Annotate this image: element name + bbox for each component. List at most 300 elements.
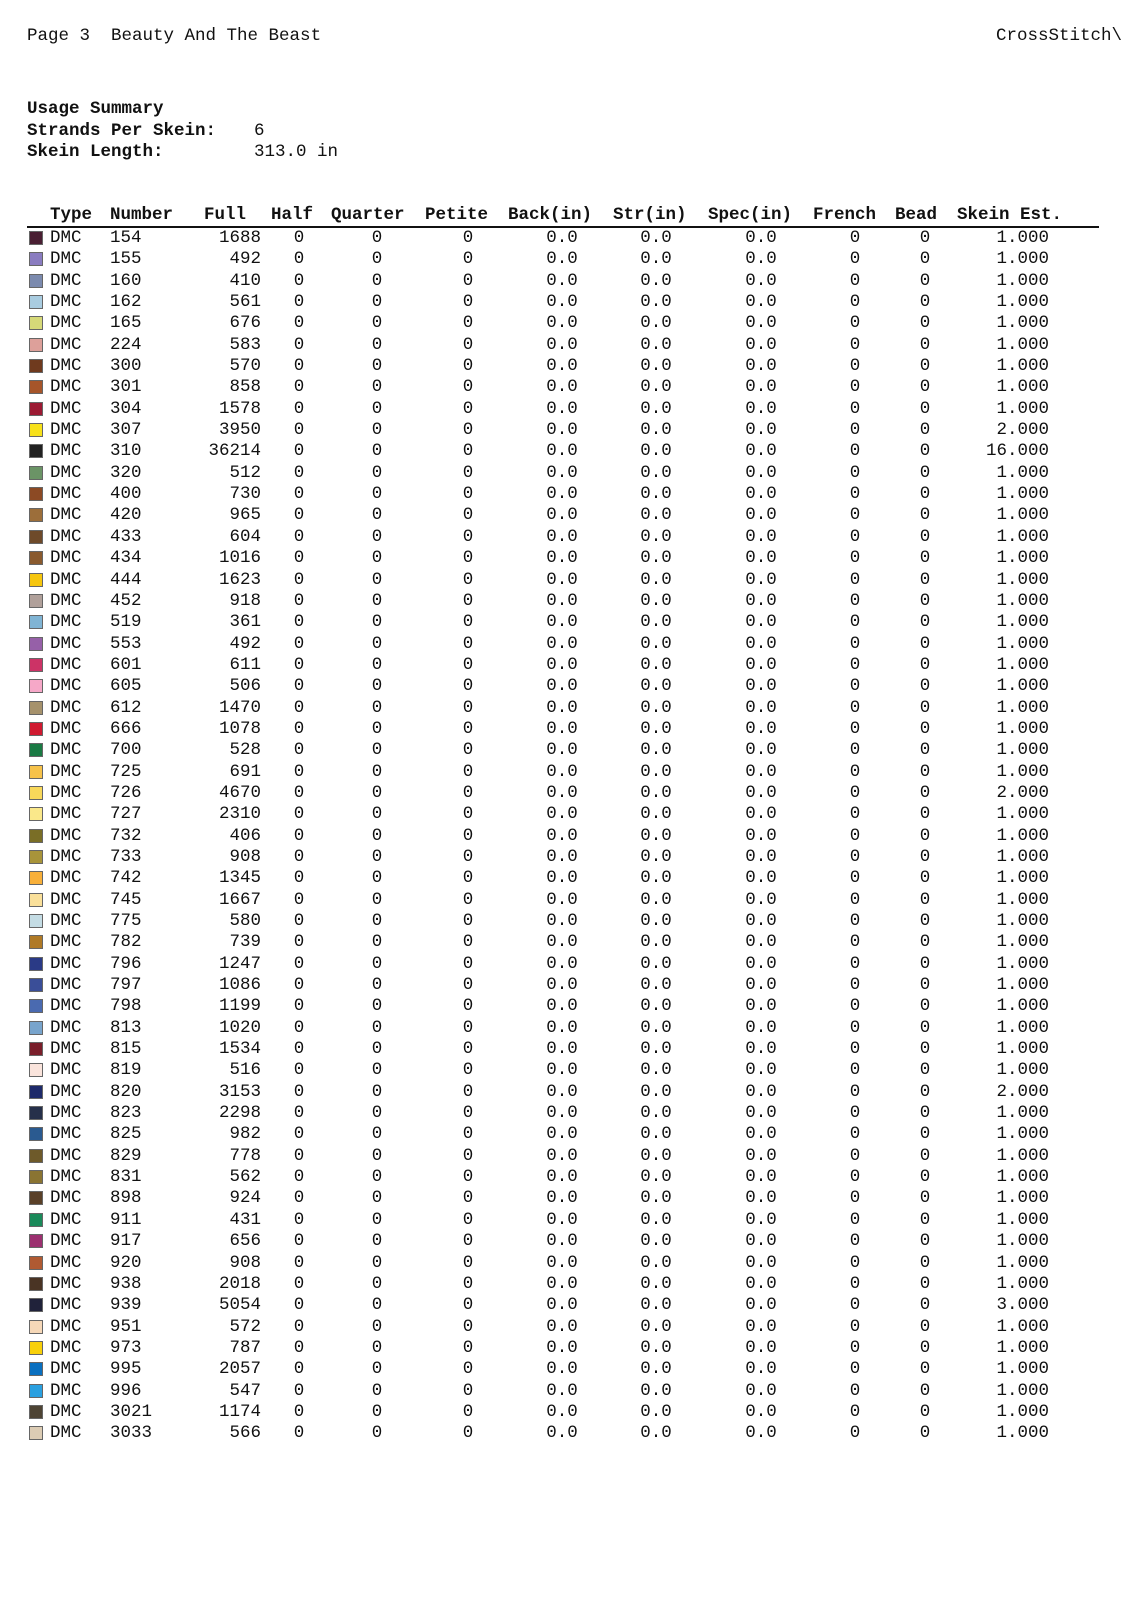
cell-skein: 1.000 [996, 846, 1049, 867]
color-swatch [29, 1405, 43, 1419]
cell-bead: 0 [919, 1380, 931, 1401]
cell-str: 0.0 [640, 846, 672, 867]
cell-bead: 0 [919, 1081, 931, 1102]
cell-type: DMC [50, 569, 82, 590]
cell-petite: 0 [462, 1103, 474, 1124]
cell-french: 0 [849, 953, 861, 974]
cell-half: 0 [293, 334, 305, 355]
cell-number: 444 [110, 569, 142, 590]
cell-type: DMC [50, 1039, 82, 1060]
cell-skein: 1.000 [996, 1017, 1049, 1038]
cell-bead: 0 [919, 718, 931, 739]
cell-petite: 0 [462, 1124, 474, 1145]
cell-petite: 0 [462, 889, 474, 910]
table-row [27, 292, 1099, 313]
cell-number: 725 [110, 761, 142, 782]
col-full: Full [204, 205, 247, 225]
cell-spec: 0.0 [745, 441, 777, 462]
color-swatch [29, 252, 43, 266]
cell-full: 1470 [218, 697, 261, 718]
cell-type: DMC [50, 761, 82, 782]
cell-half: 0 [293, 1060, 305, 1081]
table-row [27, 804, 1099, 825]
cell-str: 0.0 [640, 1295, 672, 1316]
col-skein: Skein Est. [957, 205, 1063, 225]
cell-bead: 0 [919, 569, 931, 590]
cell-half: 0 [293, 846, 305, 867]
cell-full: 2057 [218, 1359, 261, 1380]
cell-back: 0.0 [546, 633, 578, 654]
cell-number: 154 [110, 228, 142, 248]
cell-str: 0.0 [640, 804, 672, 825]
cell-skein: 1.000 [996, 356, 1049, 377]
cell-full: 36214 [208, 441, 261, 462]
cell-skein: 1.000 [996, 761, 1049, 782]
cell-petite: 0 [462, 1401, 474, 1422]
cell-quarter: 0 [371, 1124, 383, 1145]
cell-full: 1078 [218, 718, 261, 739]
table-row [27, 612, 1099, 633]
cell-half: 0 [293, 548, 305, 569]
cell-petite: 0 [462, 1081, 474, 1102]
cell-back: 0.0 [546, 1273, 578, 1294]
cell-back: 0.0 [546, 1337, 578, 1358]
cell-spec: 0.0 [745, 590, 777, 611]
cell-petite: 0 [462, 718, 474, 739]
cell-spec: 0.0 [745, 462, 777, 483]
table-row [27, 1359, 1099, 1380]
cell-skein: 1.000 [996, 932, 1049, 953]
page-number: Page 3 [27, 26, 91, 46]
cell-type: DMC [50, 846, 82, 867]
cell-number: 310 [110, 441, 142, 462]
cell-spec: 0.0 [745, 676, 777, 697]
cell-number: 433 [110, 526, 142, 547]
cell-skein: 1.000 [996, 292, 1049, 313]
cell-str: 0.0 [640, 1337, 672, 1358]
cell-str: 0.0 [640, 996, 672, 1017]
col-str: Str(in) [613, 205, 687, 225]
cell-str: 0.0 [640, 569, 672, 590]
cell-type: DMC [50, 868, 82, 889]
color-swatch [29, 850, 43, 864]
cell-str: 0.0 [640, 889, 672, 910]
cell-full: 2298 [218, 1103, 261, 1124]
cell-full: 1623 [218, 569, 261, 590]
table-row [27, 1402, 1099, 1423]
color-swatch [29, 295, 43, 309]
cell-number: 307 [110, 420, 142, 441]
cell-petite: 0 [462, 1017, 474, 1038]
cell-str: 0.0 [640, 1359, 672, 1380]
cell-number: 911 [110, 1209, 142, 1230]
table-row [27, 570, 1099, 591]
cell-str: 0.0 [640, 1145, 672, 1166]
cell-petite: 0 [462, 1039, 474, 1060]
color-swatch [29, 914, 43, 928]
cell-type: DMC [50, 1209, 82, 1230]
cell-half: 0 [293, 505, 305, 526]
cell-number: 162 [110, 292, 142, 313]
cell-bead: 0 [919, 846, 931, 867]
cell-number: 820 [110, 1081, 142, 1102]
cell-number: 165 [110, 313, 142, 334]
cell-number: 996 [110, 1380, 142, 1401]
cell-str: 0.0 [640, 761, 672, 782]
cell-quarter: 0 [371, 526, 383, 547]
cell-skein: 1.000 [996, 1124, 1049, 1145]
cell-str: 0.0 [640, 441, 672, 462]
table-row [27, 1338, 1099, 1359]
cell-half: 0 [293, 740, 305, 761]
cell-back: 0.0 [546, 270, 578, 291]
cell-number: 951 [110, 1316, 142, 1337]
cell-type: DMC [50, 270, 82, 291]
cell-spec: 0.0 [745, 1209, 777, 1230]
cell-petite: 0 [462, 1231, 474, 1252]
table-row [27, 1210, 1099, 1231]
cell-str: 0.0 [640, 1209, 672, 1230]
cell-petite: 0 [462, 270, 474, 291]
color-swatch [29, 679, 43, 693]
cell-half: 0 [293, 1188, 305, 1209]
cell-full: 516 [229, 1060, 261, 1081]
cell-quarter: 0 [371, 1209, 383, 1230]
cell-bead: 0 [919, 932, 931, 953]
cell-number: 434 [110, 548, 142, 569]
color-swatch [29, 359, 43, 373]
cell-back: 0.0 [546, 1039, 578, 1060]
cell-full: 547 [229, 1380, 261, 1401]
cell-quarter: 0 [371, 889, 383, 910]
cell-full: 691 [229, 761, 261, 782]
cell-back: 0.0 [546, 654, 578, 675]
cell-petite: 0 [462, 1145, 474, 1166]
cell-type: DMC [50, 697, 82, 718]
cell-bead: 0 [919, 740, 931, 761]
cell-half: 0 [293, 420, 305, 441]
cell-str: 0.0 [640, 718, 672, 739]
cell-half: 0 [293, 1103, 305, 1124]
cell-bead: 0 [919, 334, 931, 355]
cell-quarter: 0 [371, 633, 383, 654]
cell-type: DMC [50, 441, 82, 462]
color-swatch [29, 573, 43, 587]
cell-back: 0.0 [546, 398, 578, 419]
cell-str: 0.0 [640, 1188, 672, 1209]
cell-petite: 0 [462, 590, 474, 611]
table-row [27, 762, 1099, 783]
cell-skein: 1.000 [996, 505, 1049, 526]
cell-spec: 0.0 [745, 1231, 777, 1252]
usage-summary [27, 99, 339, 164]
cell-spec: 0.0 [745, 1295, 777, 1316]
strands-value: 6 [254, 120, 265, 141]
cell-type: DMC [50, 1252, 82, 1273]
cell-petite: 0 [462, 1380, 474, 1401]
cell-type: DMC [50, 292, 82, 313]
color-swatch [29, 1256, 43, 1270]
cell-number: 823 [110, 1103, 142, 1124]
cell-str: 0.0 [640, 740, 672, 761]
cell-petite: 0 [462, 1295, 474, 1316]
cell-full: 3950 [218, 420, 261, 441]
cell-type: DMC [50, 1103, 82, 1124]
cell-bead: 0 [919, 526, 931, 547]
cell-half: 0 [293, 654, 305, 675]
col-petite: Petite [425, 205, 489, 225]
cell-back: 0.0 [546, 356, 578, 377]
cell-skein: 1.000 [996, 953, 1049, 974]
cell-half: 0 [293, 292, 305, 313]
cell-number: 601 [110, 654, 142, 675]
cell-back: 0.0 [546, 1295, 578, 1316]
cell-quarter: 0 [371, 612, 383, 633]
cell-french: 0 [849, 1081, 861, 1102]
cell-spec: 0.0 [745, 526, 777, 547]
table-row [27, 484, 1099, 505]
cell-skein: 1.000 [996, 676, 1049, 697]
cell-petite: 0 [462, 1359, 474, 1380]
cell-str: 0.0 [640, 975, 672, 996]
cell-petite: 0 [462, 398, 474, 419]
cell-half: 0 [293, 1124, 305, 1145]
cell-type: DMC [50, 740, 82, 761]
cell-half: 0 [293, 270, 305, 291]
table-row [27, 954, 1099, 975]
cell-skein: 1.000 [996, 1231, 1049, 1252]
cell-half: 0 [293, 953, 305, 974]
table-row [27, 1423, 1099, 1444]
cell-number: 160 [110, 270, 142, 291]
cell-spec: 0.0 [745, 334, 777, 355]
cell-french: 0 [849, 228, 861, 248]
cell-bead: 0 [919, 825, 931, 846]
cell-half: 0 [293, 1423, 305, 1444]
cell-half: 0 [293, 398, 305, 419]
cell-petite: 0 [462, 313, 474, 334]
cell-full: 918 [229, 590, 261, 611]
cell-spec: 0.0 [745, 697, 777, 718]
cell-french: 0 [849, 1017, 861, 1038]
cell-number: 939 [110, 1295, 142, 1316]
cell-quarter: 0 [371, 484, 383, 505]
cell-full: 1578 [218, 398, 261, 419]
cell-bead: 0 [919, 975, 931, 996]
cell-full: 604 [229, 526, 261, 547]
color-swatch [29, 423, 43, 437]
cell-str: 0.0 [640, 868, 672, 889]
cell-full: 1688 [218, 228, 261, 248]
cell-str: 0.0 [640, 228, 672, 248]
cell-type: DMC [50, 633, 82, 654]
cell-str: 0.0 [640, 654, 672, 675]
cell-petite: 0 [462, 697, 474, 718]
cell-petite: 0 [462, 334, 474, 355]
table-row [27, 1146, 1099, 1167]
cell-half: 0 [293, 1273, 305, 1294]
cell-str: 0.0 [640, 1401, 672, 1422]
cell-back: 0.0 [546, 1401, 578, 1422]
color-swatch [29, 1085, 43, 1099]
cell-back: 0.0 [546, 505, 578, 526]
col-number: Number [110, 205, 174, 225]
cell-french: 0 [849, 633, 861, 654]
cell-str: 0.0 [640, 953, 672, 974]
cell-str: 0.0 [640, 270, 672, 291]
cell-half: 0 [293, 868, 305, 889]
cell-bead: 0 [919, 1231, 931, 1252]
cell-spec: 0.0 [745, 1167, 777, 1188]
cell-back: 0.0 [546, 932, 578, 953]
cell-spec: 0.0 [745, 420, 777, 441]
cell-half: 0 [293, 612, 305, 633]
table-row [27, 271, 1099, 292]
cell-french: 0 [849, 1188, 861, 1209]
cell-french: 0 [849, 1316, 861, 1337]
cell-str: 0.0 [640, 590, 672, 611]
cell-full: 528 [229, 740, 261, 761]
table-row [27, 676, 1099, 697]
cell-skein: 3.000 [996, 1295, 1049, 1316]
cell-number: 732 [110, 825, 142, 846]
color-swatch [29, 466, 43, 480]
cell-half: 0 [293, 462, 305, 483]
cell-number: 898 [110, 1188, 142, 1209]
cell-str: 0.0 [640, 377, 672, 398]
cell-spec: 0.0 [745, 548, 777, 569]
cell-str: 0.0 [640, 249, 672, 270]
cell-bead: 0 [919, 1145, 931, 1166]
cell-quarter: 0 [371, 868, 383, 889]
cell-skein: 1.000 [996, 868, 1049, 889]
color-swatch [29, 935, 43, 949]
table-row [27, 1253, 1099, 1274]
table-row [27, 399, 1099, 420]
cell-skein: 1.000 [996, 548, 1049, 569]
cell-str: 0.0 [640, 782, 672, 803]
col-bead: Bead [895, 205, 938, 225]
cell-back: 0.0 [546, 1145, 578, 1166]
cell-back: 0.0 [546, 590, 578, 611]
cell-spec: 0.0 [745, 975, 777, 996]
cell-half: 0 [293, 761, 305, 782]
cell-half: 0 [293, 249, 305, 270]
cell-half: 0 [293, 911, 305, 931]
cell-bead: 0 [919, 1060, 931, 1081]
cell-bead: 0 [919, 313, 931, 334]
cell-skein: 1.000 [996, 1359, 1049, 1380]
cell-bead: 0 [919, 1423, 931, 1444]
cell-french: 0 [849, 270, 861, 291]
cell-bead: 0 [919, 249, 931, 270]
cell-bead: 0 [919, 1124, 931, 1145]
cell-str: 0.0 [640, 398, 672, 419]
cell-str: 0.0 [640, 1380, 672, 1401]
cell-str: 0.0 [640, 462, 672, 483]
cell-back: 0.0 [546, 1316, 578, 1337]
cell-bead: 0 [919, 1295, 931, 1316]
cell-quarter: 0 [371, 334, 383, 355]
color-swatch [29, 1384, 43, 1398]
cell-skein: 1.000 [996, 612, 1049, 633]
cell-full: 778 [229, 1145, 261, 1166]
cell-quarter: 0 [371, 740, 383, 761]
cell-half: 0 [293, 1380, 305, 1401]
cell-half: 0 [293, 676, 305, 697]
color-swatch [29, 957, 43, 971]
cell-number: 301 [110, 377, 142, 398]
table-row [27, 1167, 1099, 1188]
cell-quarter: 0 [371, 1103, 383, 1124]
cell-bead: 0 [919, 782, 931, 803]
color-swatch [29, 829, 43, 843]
cell-back: 0.0 [546, 612, 578, 633]
cell-quarter: 0 [371, 761, 383, 782]
cell-number: 995 [110, 1359, 142, 1380]
cell-french: 0 [849, 313, 861, 334]
cell-skein: 1.000 [996, 654, 1049, 675]
cell-petite: 0 [462, 526, 474, 547]
cell-french: 0 [849, 825, 861, 846]
cell-number: 727 [110, 804, 142, 825]
cell-back: 0.0 [546, 1423, 578, 1444]
cell-skein: 1.000 [996, 1060, 1049, 1081]
cell-bead: 0 [919, 1273, 931, 1294]
cell-quarter: 0 [371, 1145, 383, 1166]
cell-french: 0 [849, 1039, 861, 1060]
length-row [27, 142, 339, 164]
cell-str: 0.0 [640, 484, 672, 505]
cell-french: 0 [849, 1337, 861, 1358]
cell-number: 798 [110, 996, 142, 1017]
cell-spec: 0.0 [745, 633, 777, 654]
cell-full: 2018 [218, 1273, 261, 1294]
cell-quarter: 0 [371, 420, 383, 441]
cell-str: 0.0 [640, 356, 672, 377]
cell-spec: 0.0 [745, 1188, 777, 1209]
cell-type: DMC [50, 1337, 82, 1358]
color-swatch [29, 316, 43, 330]
color-swatch [29, 871, 43, 885]
cell-petite: 0 [462, 932, 474, 953]
cell-str: 0.0 [640, 1103, 672, 1124]
cell-str: 0.0 [640, 1231, 672, 1252]
cell-half: 0 [293, 441, 305, 462]
table-row [27, 1018, 1099, 1039]
cell-full: 2310 [218, 804, 261, 825]
cell-str: 0.0 [640, 676, 672, 697]
cell-bead: 0 [919, 676, 931, 697]
cell-back: 0.0 [546, 1017, 578, 1038]
cell-quarter: 0 [371, 1316, 383, 1337]
cell-back: 0.0 [546, 462, 578, 483]
cell-type: DMC [50, 462, 82, 483]
cell-full: 1086 [218, 975, 261, 996]
cell-spec: 0.0 [745, 1273, 777, 1294]
cell-spec: 0.0 [745, 804, 777, 825]
cell-petite: 0 [462, 996, 474, 1017]
cell-quarter: 0 [371, 356, 383, 377]
table-row [27, 783, 1099, 804]
cell-full: 361 [229, 612, 261, 633]
cell-str: 0.0 [640, 420, 672, 441]
cell-skein: 1.000 [996, 718, 1049, 739]
cell-skein: 1.000 [996, 398, 1049, 419]
cell-quarter: 0 [371, 1060, 383, 1081]
cell-french: 0 [849, 697, 861, 718]
table-row [27, 1295, 1099, 1316]
